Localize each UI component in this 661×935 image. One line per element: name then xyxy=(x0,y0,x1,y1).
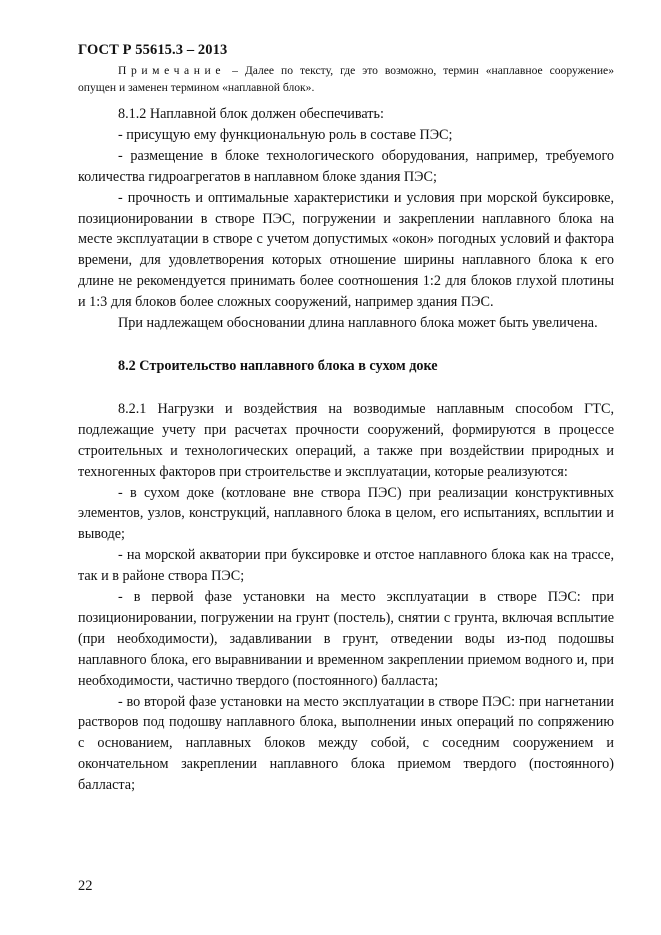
list-item-strength: - прочность и оптимальные характеристики и условия при морской буксировке, позиционировании в створе ПЭС, погружении и закреплении наплавного блока на месте эксплуатации в створе с учетом допустимых «окон» погодных условий и фактора времени, для удовлетворения которых отношение ширины наплавного блока к его длине не рекомендуется принимать более соотношения 1:2 для блоков глухой плотины и 1:3 для блоков более сложных сооружений, например здания ПЭС. xyxy=(78,189,614,311)
list-item-second-phase: - во второй фазе установки на место эксплуатации в створе ПЭС: при нагнетании растворов под подошву наплавного блока, выполнении иных операций по сопряжению с основанием, наплавных блоков между собой, с соседним сооружением и окончательном закреплении наплавного блока приемом твердого (постоянного) балласта; xyxy=(78,693,614,794)
note-block xyxy=(78,62,614,96)
list-item-first-phase: - в первой фазе установки на место эксплуатации в створе ПЭС: при позиционировании, погружении на грунт (постель), снятии с грунта, включая всплытие (при необходимости), задавливании в грунт, отведении воды из-под подошвы наплавного блока, его выравнивании и временном закреплении приемом водного и, при необходимости, частично твердого (постоянного) балласта; xyxy=(78,589,614,689)
section-heading-8-2: 8.2 Строительство наплавного блока в сухом доке xyxy=(118,357,438,374)
page-number: 22 xyxy=(78,878,93,894)
list-item-equipment: - размещение в блоке технологического оборудования, например, требуемого количества гидроагрегатов в наплавном блоке здания ПЭС; xyxy=(78,147,614,185)
paragraph-8-2-1: 8.2.1 Нагрузки и воздействия на возводимые наплавным способом ГТС, подлежащие учету при расчетах прочности сооружений, формируются в процессе строительных и технологических операций, а также при воздействии природных и техногенных факторов при строительстве и эксплуатации, которые реализуются: xyxy=(78,400,614,480)
list-item-role: - присущую ему функциональную роль в составе ПЭС; xyxy=(118,126,453,143)
paragraph-8-1-2: 8.1.2 Наплавной блок должен обеспечивать: xyxy=(118,106,384,122)
list-item-sea-towing: - на морской акватории при буксировке и отстое наплавного блока как на трассе, так и в районе створа ПЭС; xyxy=(78,547,614,585)
note-text: – Далее по тексту, где это возможно, термин «наплавное сооружение» опущен и заменен термином «наплавной блок». xyxy=(78,64,614,94)
note-label: Примечание xyxy=(118,64,226,77)
list-item-dry-dock: - в сухом доке (котловане вне створа ПЭС) при реализации конструктивных элементов, узлов, конструкций, наплавного блока в целом, его испытаниях, всплытии и выводе; xyxy=(78,484,614,543)
standard-header: ГОСТ Р 55615.3 – 2013 xyxy=(78,42,228,58)
body-text xyxy=(78,104,614,796)
paragraph-length-note: При надлежащем обосновании длина наплавного блока может быть увеличена. xyxy=(118,315,598,332)
